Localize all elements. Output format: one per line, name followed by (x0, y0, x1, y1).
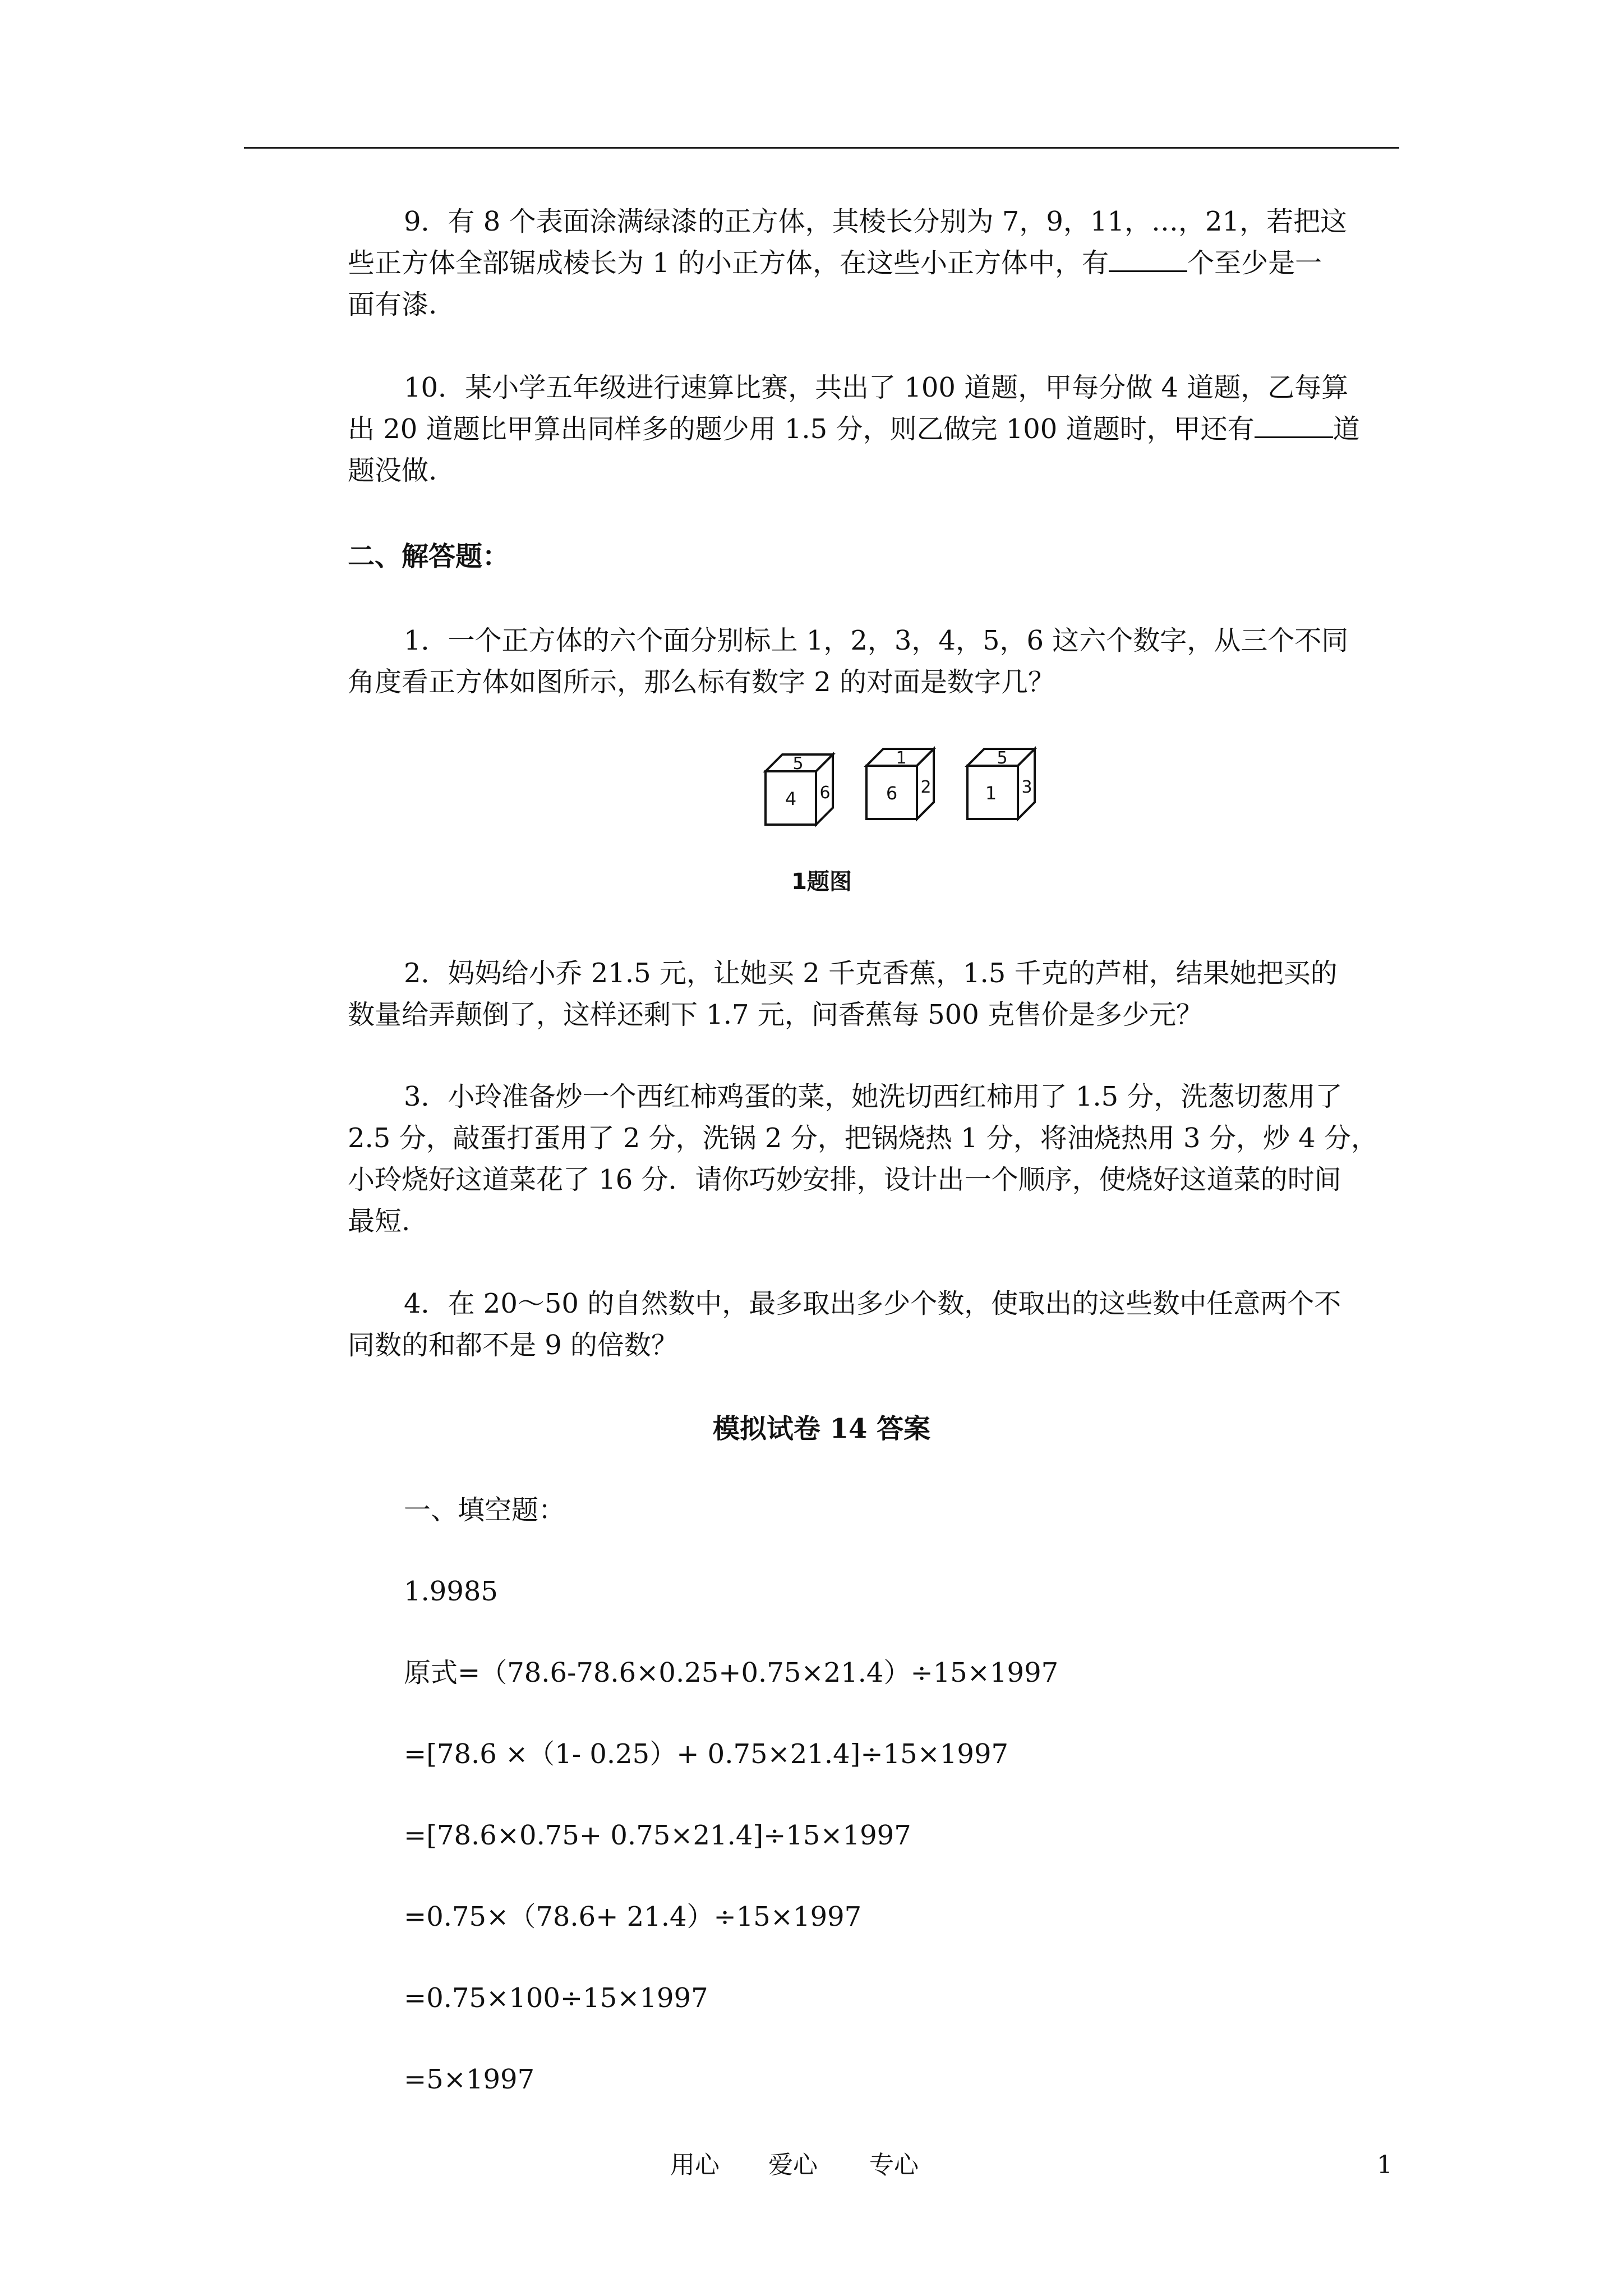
footer-motto-1: 用心 (670, 2151, 720, 2179)
q10-line2-text-a: 出 20 道题比甲算出同样多的题少用 1.5 分，则乙做完 100 道题时，甲还有 (348, 413, 1255, 445)
s2-q2-line2: 数量给弄颠倒了，这样还剩下 1.7 元，问香蕉每 500 克售价是多少元？ (348, 999, 1203, 1030)
q9-line2-text-a: 些正方体全部锯成棱长为 1 的小正方体，在这些小正方体中，有 (348, 247, 1109, 279)
answer-line: =5×1997 (404, 2064, 535, 2095)
header-rule (244, 147, 1399, 149)
answer-line: 原式=（78.6-78.6×0.25+0.75×21.4）÷15×1997 (404, 1657, 1059, 1688)
page-number: 1 (1377, 2151, 1393, 2179)
q10-answer-blank (1255, 436, 1333, 438)
cube-2 (866, 748, 934, 819)
footer-motto-3: 专心 (869, 2151, 919, 2179)
footer-motto-2: 爱心 (768, 2151, 818, 2179)
s2-q3-line2: 2.5 分，敲蛋打蛋用了 2 分，洗锅 2 分，把锅烧热 1 分，将油烧热用 3 分，炒 4 分， (348, 1122, 1378, 1154)
s2-q4-line1: 4．在 20～50 的自然数中，最多取出多少个数，使取出的这些数中任意两个不 (404, 1288, 1341, 1319)
q9-line3: 面有漆. (348, 289, 437, 320)
q9-line1: 9．有 8 个表面涂满绿漆的正方体，其棱长分别为 7，9，11，…，21，若把这 (404, 206, 1348, 237)
figure-caption: 1题图 (791, 869, 852, 895)
s2-q3-line4: 最短. (348, 1205, 411, 1237)
cube-2-right-label: 2 (920, 777, 932, 797)
answers-section1-heading: 一、填空题： (404, 1494, 566, 1526)
cube-2-front-label: 6 (886, 783, 898, 804)
answers-title: 模拟试卷 14 答案 (712, 1413, 931, 1444)
q10-line3: 题没做. (348, 455, 437, 486)
cube-1 (766, 754, 833, 825)
s2-q1-line2: 角度看正方体如图所示，那么标有数字 2 的对面是数字几？ (348, 666, 1055, 698)
cube-1-right-label: 6 (819, 783, 831, 803)
answer-line: 1.9985 (404, 1576, 498, 1607)
cube-3-front-label: 1 (985, 783, 997, 804)
cube-3 (967, 748, 1035, 819)
q9-answer-blank (1109, 270, 1187, 272)
q10-line1: 10．某小学五年级进行速算比赛，共出了 100 道题，甲每分做 4 道题，乙每算 (404, 372, 1349, 403)
cube-1-top-label: 5 (792, 754, 804, 774)
s2-q4-line2: 同数的和都不是 9 的倍数？ (348, 1329, 679, 1361)
cube-1-front-label: 4 (785, 788, 797, 809)
s2-q3-line3: 小玲烧好这道菜花了 16 分．请你巧妙安排，设计出一个顺序，使烧好这道菜的时间 (348, 1164, 1341, 1195)
s2-q3-line1: 3．小玲准备炒一个西红柿鸡蛋的菜，她洗切西红柿用了 1.5 分，洗葱切葱用了 (404, 1081, 1343, 1112)
q10-line2-text-b: 道 (1332, 413, 1360, 445)
answer-line: =[78.6×0.75+ 0.75×21.4]÷15×1997 (404, 1820, 911, 1851)
q10-line2 (348, 408, 1391, 450)
s2-q2-line1: 2．妈妈给小乔 21.5 元，让她买 2 千克香蕉，1.5 千克的芦柑，结果她把买的 (404, 958, 1338, 989)
cube-2-top-label: 1 (896, 748, 907, 768)
s2-q1-line1: 1．一个正方体的六个面分别标上 1，2，3，4，5，6 这六个数字，从三个不同 (404, 625, 1349, 656)
cube-figure (760, 743, 1052, 833)
cube-3-right-label: 3 (1021, 777, 1032, 797)
cube-3-top-label: 5 (997, 748, 1008, 768)
answer-line: =[78.6 ×（1- 0.25）+ 0.75×21.4]÷15×1997 (404, 1738, 1009, 1770)
q9-line2-text-b: 个至少是一 (1187, 247, 1322, 279)
section2-heading: 二、解答题： (348, 541, 510, 572)
q9-line2 (348, 242, 1391, 284)
answer-line: =0.75×100÷15×1997 (404, 1982, 708, 2014)
answer-line: =0.75×（78.6+ 21.4）÷15×1997 (404, 1901, 862, 1932)
